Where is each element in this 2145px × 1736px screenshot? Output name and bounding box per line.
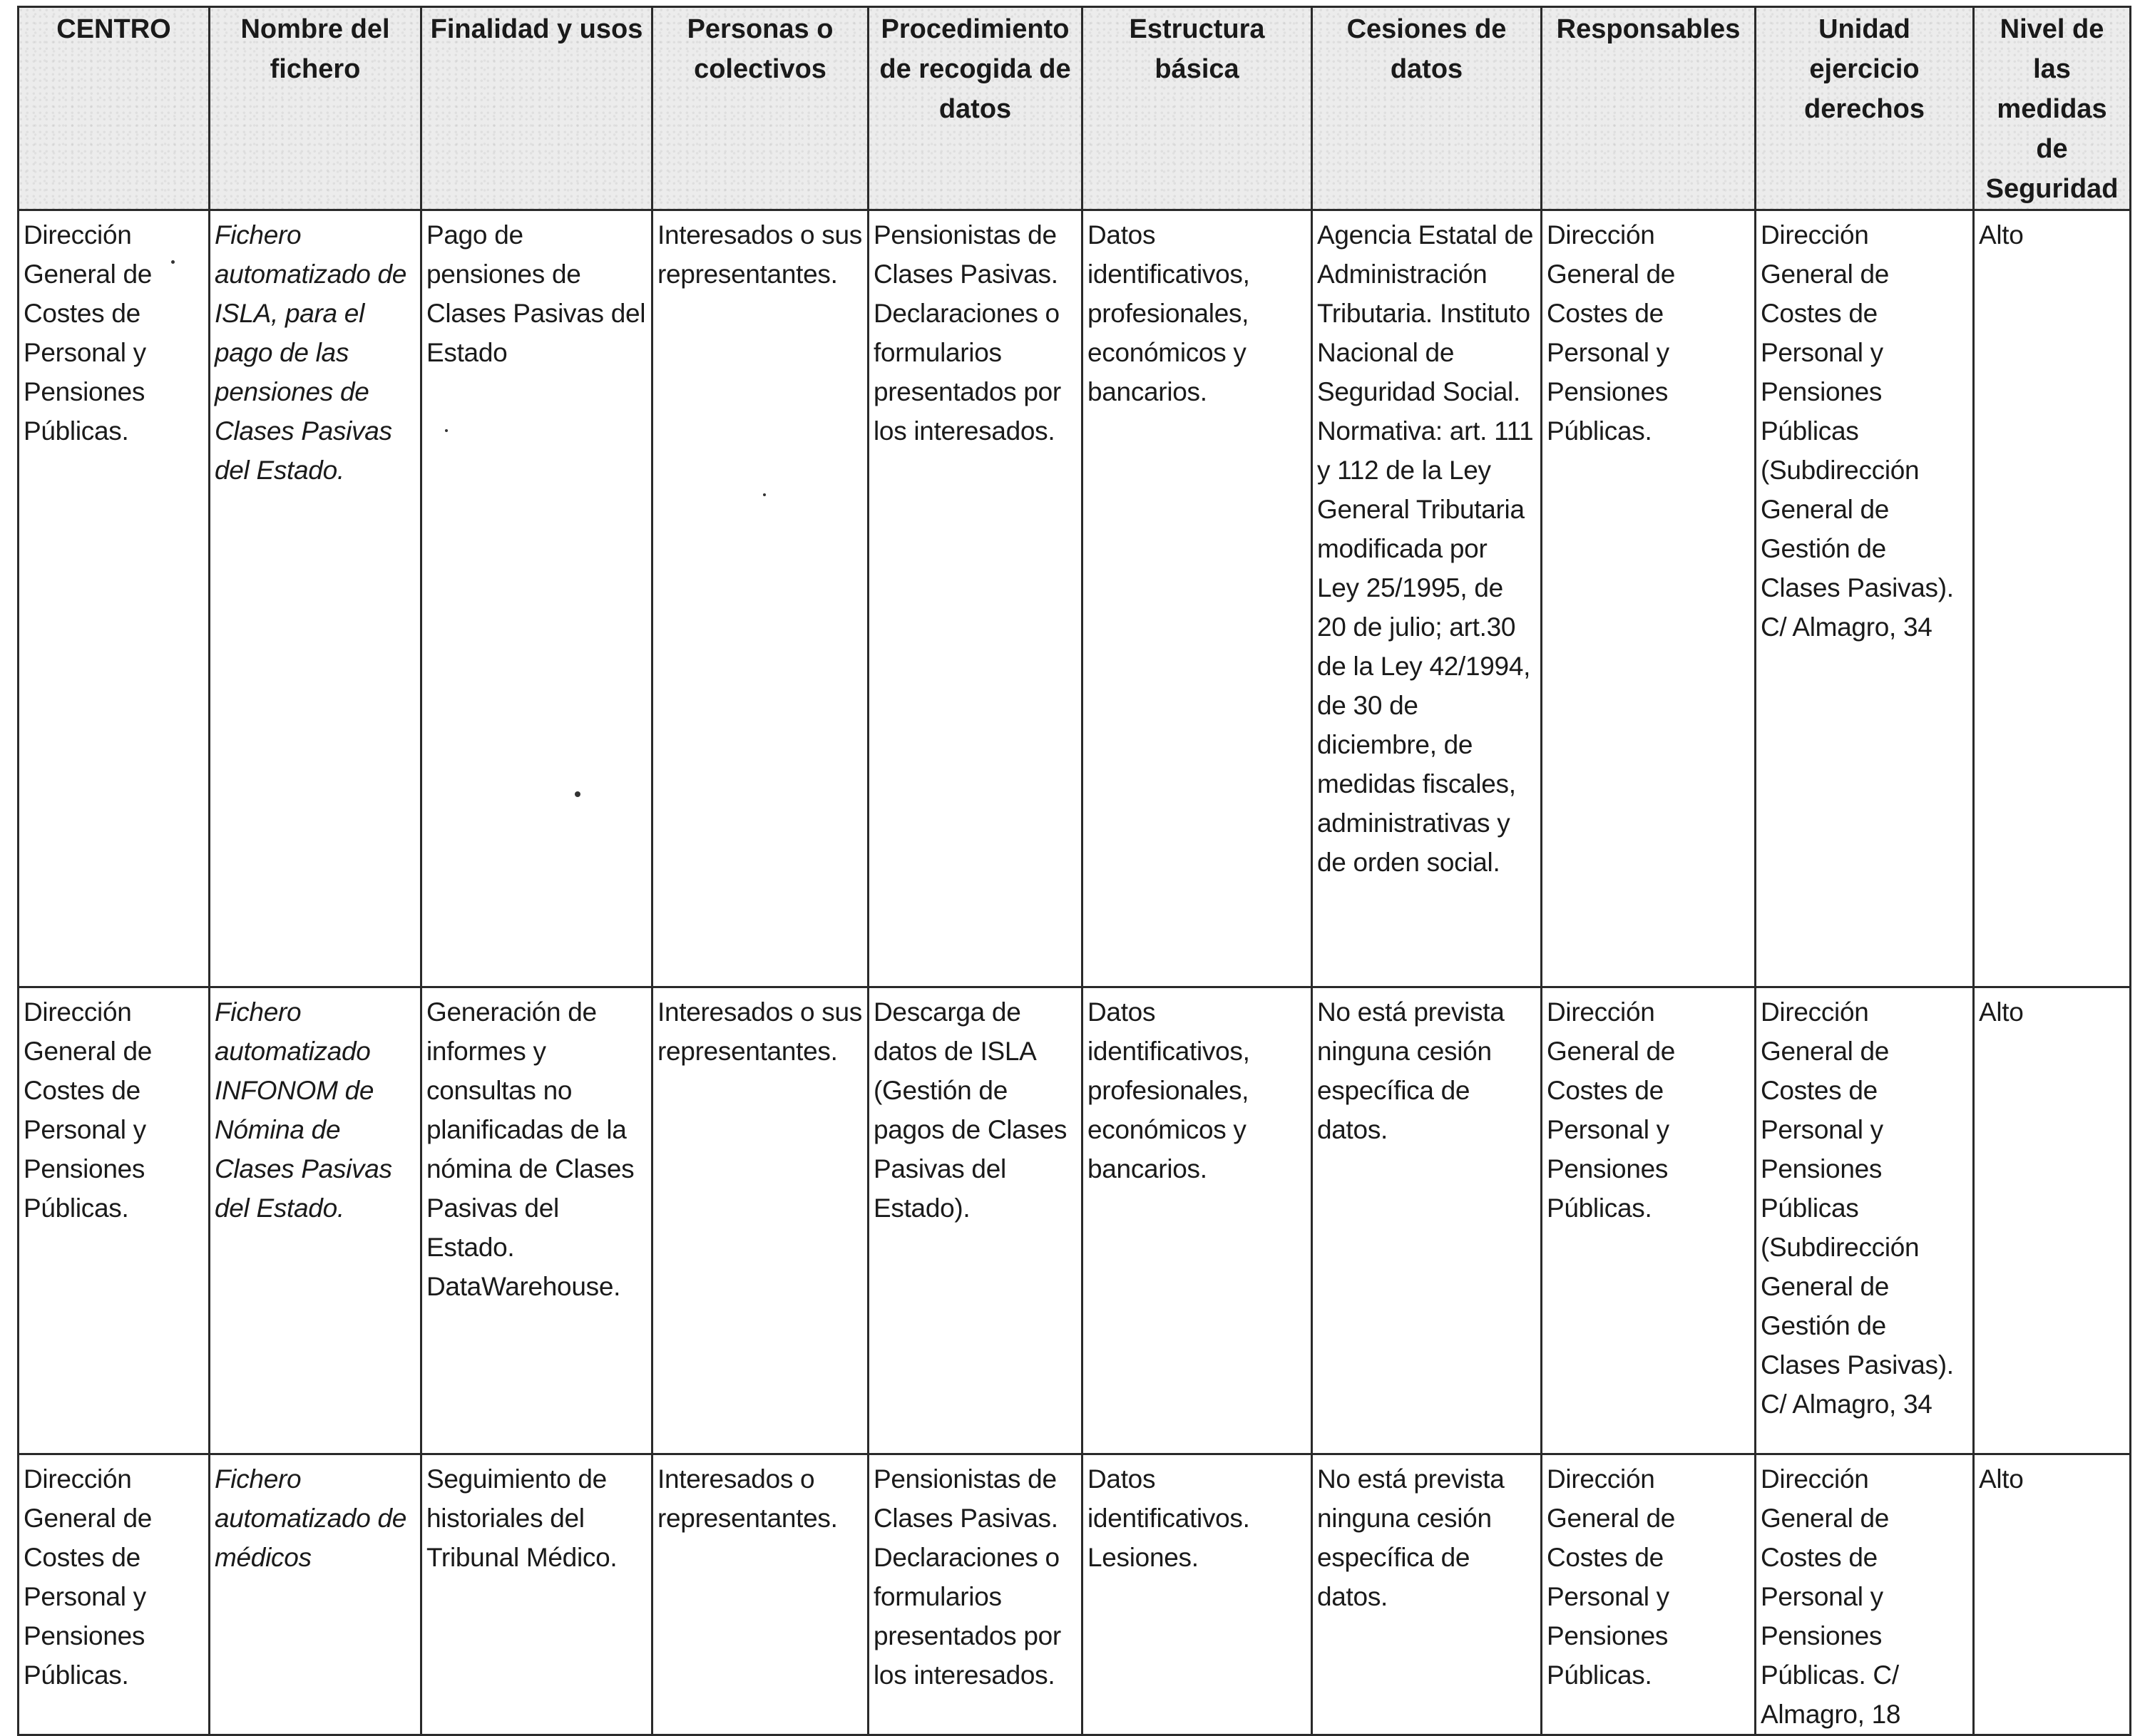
cell-finalidad: Generación de informes y consultas no planificadas de la nómina de Clases Pasivas del Estado. DataWarehouse.: [421, 987, 652, 1454]
cell-estructura: Datos identificativos, profesionales, económicos y bancarios.: [1082, 987, 1312, 1454]
document-page: [17, 6, 2129, 1729]
cell-nombre-fichero: Fichero automatizado de médicos: [210, 1454, 421, 1735]
cell-responsables: Dirección General de Costes de Personal y Pensiones Públicas.: [1542, 1454, 1756, 1735]
header-centro: CENTRO: [19, 7, 210, 210]
cell-personas: Interesados o representantes.: [652, 1454, 869, 1735]
cell-finalidad: Seguimiento de historiales del Tribunal Médico.: [421, 1454, 652, 1735]
header-unidad-ejercicio-derechos: Unidad ejercicio derechos: [1756, 7, 1974, 210]
table-row: [19, 210, 2131, 987]
cell-cesiones: No está prevista ninguna cesión específica de datos.: [1312, 1454, 1542, 1735]
cell-centro: Dirección General de Costes de Personal y Pensiones Públicas.: [19, 1454, 210, 1735]
cell-unidad: Dirección General de Costes de Personal y Pensiones Públicas (Subdirección General de Gestión de Clases Pasivas). C/ Almagro, 34: [1756, 210, 1974, 987]
cell-unidad: Dirección General de Costes de Personal y Pensiones Públicas. C/ Almagro, 18: [1756, 1454, 1974, 1735]
cell-estructura: Datos identificativos, profesionales, económicos y bancarios.: [1082, 210, 1312, 987]
cell-nivel: Alto: [1974, 210, 2131, 987]
cell-personas: Interesados o sus representantes.: [652, 987, 869, 1454]
scan-speck: [445, 429, 448, 432]
header-nombre-fichero: Nombre del fichero: [210, 7, 421, 210]
header-procedimiento-recogida: Procedimiento de recogida de datos: [869, 7, 1082, 210]
cell-cesiones: Agencia Estatal de Administración Tributaria. Instituto Nacional de Seguridad Social. Normativa: art. 111 y 112 de la Ley General Tributaria modificada por Ley 25/1995, de 20 de julio; art.30 de la Ley 42/1994, de 30 de diciembre, de medidas fiscales, administrativas y de orden social.: [1312, 210, 1542, 987]
cell-nombre-fichero: Fichero automatizado de ISLA, para el pago de las pensiones de Clases Pasivas del Estado.: [210, 210, 421, 987]
header-row: [19, 7, 2131, 210]
cell-nombre-fichero: Fichero automatizado INFONOM de Nómina de Clases Pasivas del Estado.: [210, 987, 421, 1454]
cell-nivel: Alto: [1974, 1454, 2131, 1735]
header-responsables: Responsables: [1542, 7, 1756, 210]
cell-centro: Dirección General de Costes de Personal y Pensiones Públicas.: [19, 987, 210, 1454]
data-files-table: [17, 6, 2131, 1736]
header-finalidad-usos: Finalidad y usos: [421, 7, 652, 210]
cell-unidad: Dirección General de Costes de Personal y Pensiones Públicas (Subdirección General de Gestión de Clases Pasivas). C/ Almagro, 34: [1756, 987, 1974, 1454]
cell-responsables: Dirección General de Costes de Personal y Pensiones Públicas.: [1542, 210, 1756, 987]
cell-procedimiento: Pensionistas de Clases Pasivas. Declaraciones o formularios presentados por los interesados.: [869, 1454, 1082, 1735]
header-estructura-basica: Estructura básica: [1082, 7, 1312, 210]
header-personas-colectivos: Personas o colectivos: [652, 7, 869, 210]
cell-personas: Interesados o sus representantes.: [652, 210, 869, 987]
header-nivel-medidas-seguridad: Nivel de las medidas de Seguridad: [1974, 7, 2131, 210]
table-row: [19, 987, 2131, 1454]
scan-speck: [575, 791, 580, 797]
table-row: [19, 1454, 2131, 1735]
cell-procedimiento: Pensionistas de Clases Pasivas. Declaraciones o formularios presentados por los interesados.: [869, 210, 1082, 987]
cell-cesiones: No está prevista ninguna cesión específica de datos.: [1312, 987, 1542, 1454]
cell-nivel: Alto: [1974, 987, 2131, 1454]
cell-procedimiento: Descarga de datos de ISLA (Gestión de pagos de Clases Pasivas del Estado).: [869, 987, 1082, 1454]
header-cesiones-datos: Cesiones de datos: [1312, 7, 1542, 210]
cell-estructura: Datos identificativos. Lesiones.: [1082, 1454, 1312, 1735]
cell-responsables: Dirección General de Costes de Personal y Pensiones Públicas.: [1542, 987, 1756, 1454]
scan-speck: [763, 493, 766, 496]
cell-centro: Dirección General de Costes de Personal y Pensiones Públicas.: [19, 210, 210, 987]
cell-finalidad: Pago de pensiones de Clases Pasivas del Estado: [421, 210, 652, 987]
scan-speck: [171, 260, 175, 264]
